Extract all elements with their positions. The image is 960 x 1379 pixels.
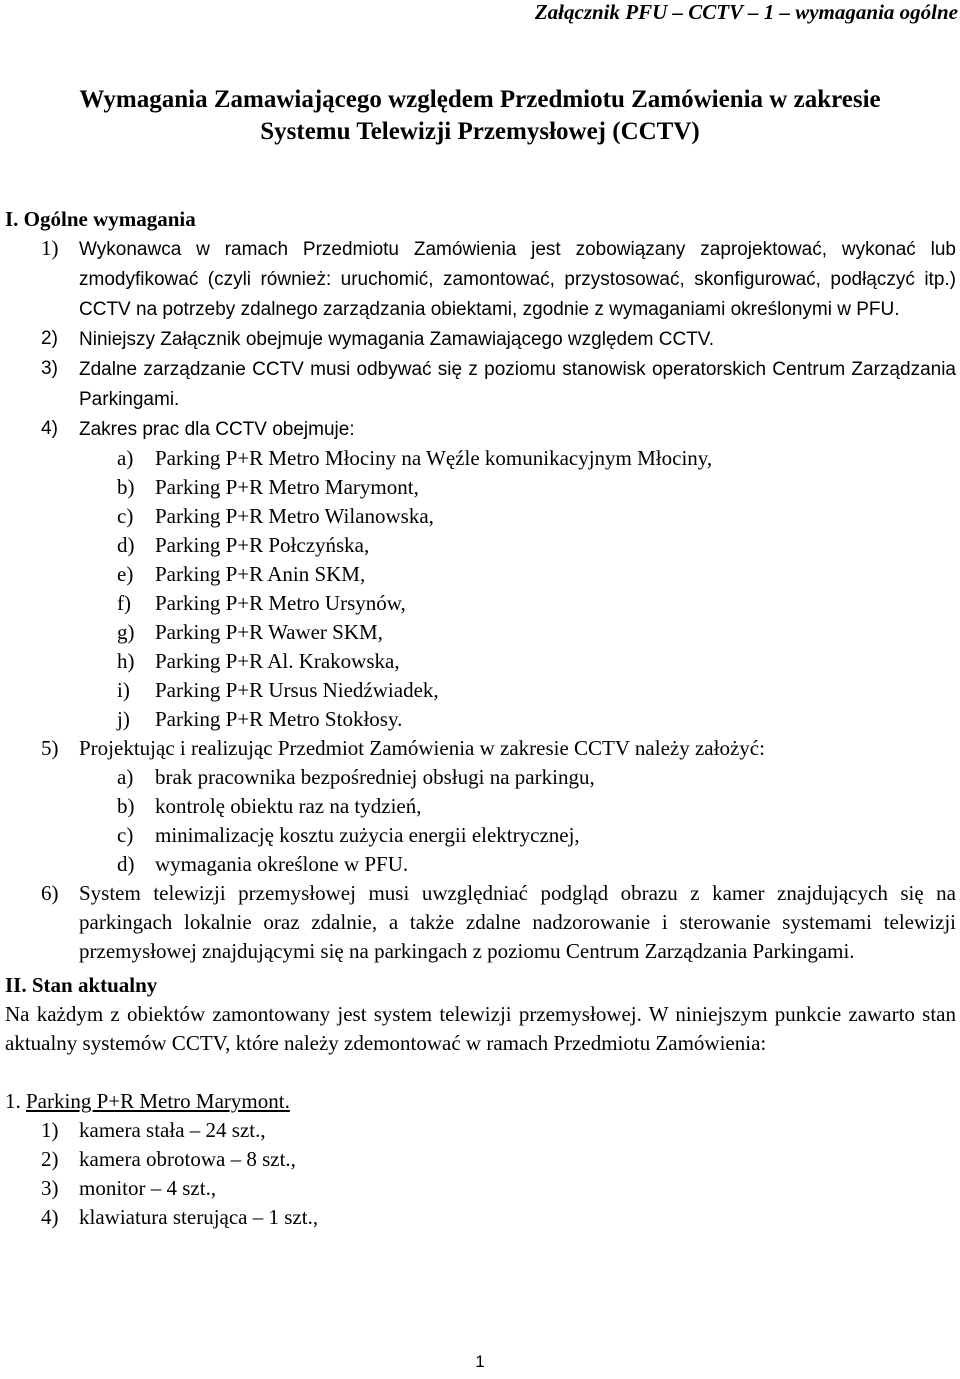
item-letter: c): [117, 504, 134, 528]
item-text: Zdalne zarządzanie CCTV musi odbywać się z poziomu stanowisk operatorskich Centrum Zarządzania Parkingami.: [79, 359, 956, 410]
item-text: kontrolę obiektu raz na tydzień,: [155, 794, 422, 818]
assumption-item-d: [5, 850, 956, 879]
item-text: Parking P+R Anin SKM,: [155, 562, 366, 586]
current-state-intro: Na każdym z obiektów zamontowany jest system telewizji przemysłowej. W niniejszym punkcie zawarto stan aktualny systemów CCTV, które należy zdemontować w ramach Przedmiotu Zamówienia:: [5, 1002, 956, 1055]
document-title-line-2: Systemu Telewizji Przemysłowej (CCTV): [260, 118, 700, 145]
scope-item-d: [5, 531, 956, 560]
item-text: Parking P+R Metro Wilanowska,: [155, 504, 434, 528]
item-text: Zakres prac dla CCTV obejmuje:: [79, 419, 355, 440]
item-text: Projektując i realizując Przedmiot Zamówienia w zakresie CCTV należy założyć:: [79, 736, 765, 760]
item-number: 4): [41, 418, 58, 439]
item-letter: f): [117, 591, 131, 615]
item-number: 1): [41, 1118, 59, 1142]
item-number: 5): [41, 736, 59, 760]
item-text: Parking P+R Ursus Niedźwiadek,: [155, 678, 439, 702]
item-text: brak pracownika bezpośredniej obsługi na parkingu,: [155, 765, 595, 789]
item-number: 3): [41, 1176, 59, 1200]
item-number: 3): [41, 358, 58, 379]
item-number: 6): [41, 881, 59, 905]
scope-item-b: [5, 473, 956, 502]
document-body: [5, 205, 956, 1232]
assumption-item-c: [5, 821, 956, 850]
requirement-item-3: [5, 354, 956, 414]
scope-item-h: [5, 647, 956, 676]
scope-item-g: [5, 618, 956, 647]
item-text: wymagania określone w PFU.: [155, 852, 409, 876]
scope-item-j: [5, 705, 956, 734]
item-letter: a): [117, 765, 134, 789]
item-letter: d): [117, 852, 135, 876]
subsection-title: Parking P+R Metro Marymont.: [26, 1089, 290, 1113]
requirement-item-2: [5, 324, 956, 354]
equipment-item: [5, 1116, 956, 1145]
requirement-item-6: [5, 879, 956, 966]
item-number: 1): [41, 236, 59, 260]
item-number: 2): [41, 328, 58, 349]
item-text: monitor – 4 szt.,: [79, 1176, 217, 1200]
item-text: Parking P+R Metro Młociny na Węźle komunikacyjnym Młociny,: [155, 446, 713, 470]
attachment-header: Załącznik PFU – CCTV – 1 – wymagania ogólne: [534, 0, 958, 24]
item-text: minimalizację kosztu zużycia energii elektrycznej,: [155, 823, 580, 847]
item-text: Parking P+R Metro Marymont,: [155, 475, 419, 499]
requirement-item-5: [5, 734, 956, 763]
scope-item-a: [5, 444, 956, 473]
item-letter: e): [117, 562, 134, 586]
equipment-item: [5, 1174, 956, 1203]
equipment-item: [5, 1203, 956, 1232]
item-letter: g): [117, 620, 135, 644]
item-text: Parking P+R Połczyńska,: [155, 533, 370, 557]
requirement-item-1: [5, 234, 956, 324]
scope-item-f: [5, 589, 956, 618]
scope-item-c: [5, 502, 956, 531]
item-letter: h): [117, 649, 135, 673]
page-number: 1: [475, 1352, 485, 1371]
document-title-line-1: Wymagania Zamawiającego względem Przedmiotu Zamówienia w zakresie: [79, 86, 881, 113]
equipment-item: [5, 1145, 956, 1174]
assumption-item-b: [5, 792, 956, 821]
section-heading-current-state: II. Stan aktualny: [5, 973, 158, 997]
assumption-item-a: [5, 763, 956, 792]
subsection-number: 1.: [5, 1089, 21, 1113]
scope-item-e: [5, 560, 956, 589]
subsection-heading: [5, 1087, 956, 1116]
item-letter: b): [117, 475, 135, 499]
item-text: Niniejszy Załącznik obejmuje wymagania Zamawiającego względem CCTV.: [79, 329, 715, 350]
item-text: Parking P+R Metro Ursynów,: [155, 591, 406, 615]
item-text: Wykonawca w ramach Przedmiotu Zamówienia jest zobowiązany zaprojektować, wykonać lub zmodyfikować (czyli również: uruchomić, zamontować, przystosować, skonfigurować, podłączyć itp.) CCTV na potrzeby zdalnego zarządzania obiektami, zgodnie z wymaganiami określonymi w PFU.: [79, 239, 956, 320]
item-text: Parking P+R Al. Krakowska,: [155, 649, 400, 673]
item-text: Parking P+R Wawer SKM,: [155, 620, 383, 644]
document-title: [0, 84, 960, 148]
item-text: kamera obrotowa – 8 szt.,: [79, 1147, 296, 1171]
scope-item-i: [5, 676, 956, 705]
spacer: [5, 1058, 956, 1087]
item-letter: i): [117, 678, 130, 702]
item-letter: a): [117, 446, 134, 470]
section-heading-general: I. Ogólne wymagania: [5, 207, 196, 231]
item-text: System telewizji przemysłowej musi uwzględniać podgląd obrazu z kamer znajdujących się na parkingach lokalnie oraz zdalnie, a także zdalne nadzorowanie i sterowanie systemami telewizji przemysłowej znajdującymi się na parkingach z poziomu Centrum Zarządzania Parkingami.: [79, 881, 956, 963]
item-text: Parking P+R Metro Stokłosy.: [155, 707, 403, 731]
item-letter: b): [117, 794, 135, 818]
requirement-item-4: [5, 414, 956, 444]
item-letter: j): [117, 707, 130, 731]
item-letter: c): [117, 823, 134, 847]
item-text: klawiatura sterująca – 1 szt.,: [79, 1205, 319, 1229]
item-text: kamera stała – 24 szt.,: [79, 1118, 266, 1142]
item-number: 2): [41, 1147, 59, 1171]
item-letter: d): [117, 533, 135, 557]
item-number: 4): [41, 1205, 59, 1229]
